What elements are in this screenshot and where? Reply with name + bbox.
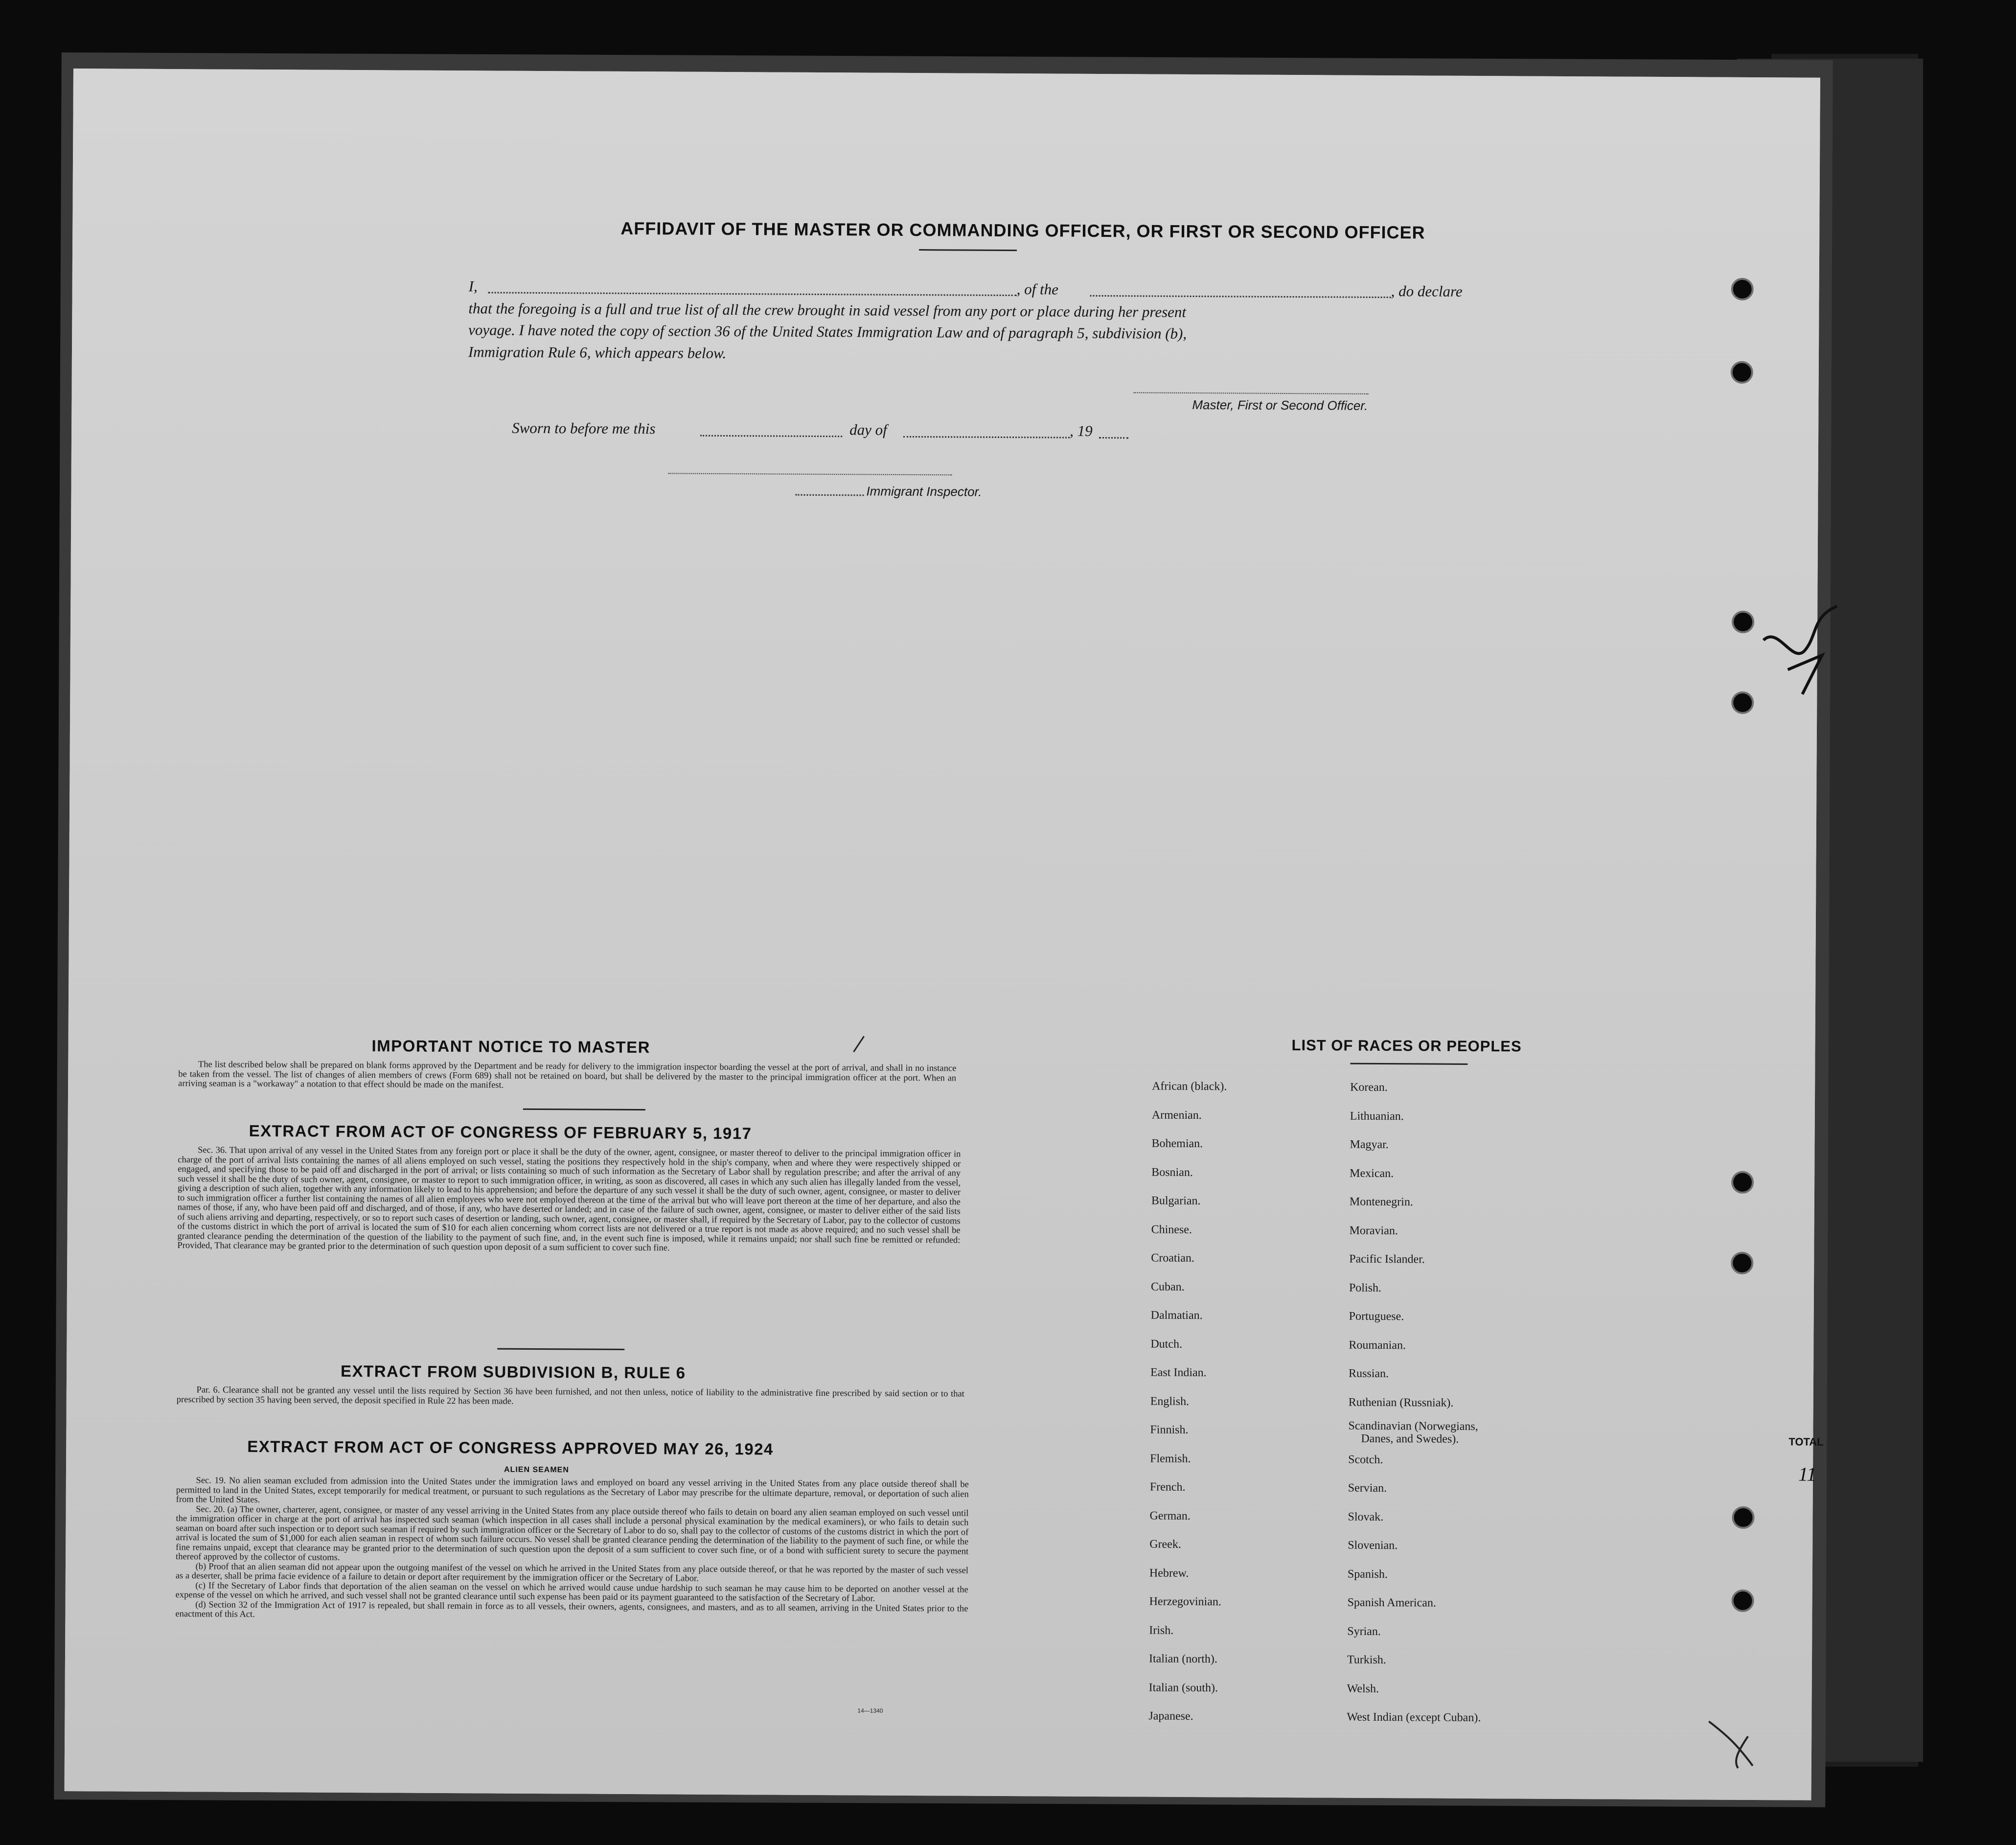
affidavit-i: I, bbox=[468, 277, 478, 295]
section-20a-paragraph: Sec. 20. (a) The owner, charterer, agent, consignee, or master of any vessel arriving in the United States from any place outside thereof who fails to detain on board any alien seaman employed on such vessel until the immigration officer in charge at the port of arrival has inspected such seaman (which inspection in all cases shall include a personal physical examination by the medical examiners), or who fails to detain such seaman on board after such inspection or to deport such seaman if required by such immigration officer or the Secretary of Labor to do so, shall pay to the collector of customs of the customs district in which the port of arrival is located the sum of $1,000 for each alien seaman in respect of whom such failure occurs. No vessel shall be granted clearance pending the determination of the liability to the payment of such fine, or while the fine remains unpaid, except that clearance may be granted prior to the determination of such question upon the deposit of a sum sufficient to cover such fine, or of a bond with sufficient surety to secure the payment thereof approved by the collector of customs. bbox=[176, 1504, 969, 1563]
race-item: Japanese. bbox=[1148, 1709, 1193, 1723]
extract-1917-text bbox=[177, 1146, 961, 1255]
master-signature-label: Master, First or Second Officer. bbox=[1192, 397, 1368, 413]
notice-divider bbox=[523, 1108, 645, 1110]
races-underline bbox=[1350, 1063, 1467, 1065]
inspector-signature-line[interactable] bbox=[668, 473, 952, 475]
affidavit-of-the: , of the bbox=[1016, 280, 1059, 298]
alien-seamen-subtitle: ALIEN SEAMEN bbox=[504, 1465, 569, 1475]
day-of-text: day of bbox=[849, 421, 887, 438]
title-underline bbox=[919, 249, 1017, 251]
race-item: Magyar. bbox=[1350, 1138, 1389, 1152]
race-item: Finnish. bbox=[1150, 1423, 1189, 1436]
race-item: Bohemian. bbox=[1151, 1137, 1203, 1151]
race-item: Italian (south). bbox=[1148, 1681, 1218, 1694]
punch-hole-6 bbox=[1731, 1252, 1753, 1274]
race-item: Lithuanian. bbox=[1350, 1109, 1404, 1123]
affidavit-line-4: Immigration Rule 6, which appears below. bbox=[468, 343, 727, 362]
sworn-month-field[interactable] bbox=[903, 436, 1070, 438]
race-item: Dutch. bbox=[1150, 1338, 1183, 1351]
punch-hole-2 bbox=[1731, 361, 1753, 384]
affidavit-line-3: voyage. I have noted the copy of section 36 of the United States Immigration Law and of paragraph 5, subdivision (b), bbox=[468, 321, 1187, 342]
race-item: Dalmatian. bbox=[1150, 1309, 1203, 1322]
race-item: Portuguese. bbox=[1349, 1310, 1404, 1323]
races-column-2 bbox=[1347, 1081, 1556, 1725]
race-item: Herzegovinian. bbox=[1149, 1595, 1221, 1609]
race-item: German. bbox=[1149, 1509, 1191, 1522]
section-19-paragraph: Sec. 19. No alien seaman excluded from admission into the United States under the immigration laws and employed on board any vessel arriving in the United States from any place outside thereof shall be permitted to land in the United States, except temporarily for medical treatment, or pursuant to such regulations as the Secretary of Labor may prescribe for the ultimate departure, removal, or deportation of such alien from the United States. bbox=[176, 1476, 969, 1505]
sworn-day-field[interactable] bbox=[700, 435, 842, 438]
punch-hole-7 bbox=[1732, 1506, 1754, 1529]
affidavit-title: AFFIDAVIT OF THE MASTER OR COMMANDING OFFICER, OR FIRST OR SECOND OFFICER bbox=[620, 218, 1425, 243]
section-20d-paragraph: (d) Section 32 of the Immigration Act of 1917 is repealed, but shall remain in force as to all vessels, their owners, agents, consignees, and masters, and as to all seamen, arriving in the United States prior to the enactment of this Act. bbox=[175, 1599, 968, 1619]
race-item: Irish. bbox=[1149, 1624, 1174, 1637]
race-item-continuation: Danes, and Swedes). bbox=[1361, 1432, 1459, 1446]
race-item: Bosnian. bbox=[1151, 1166, 1193, 1179]
races-title: LIST OF RACES OR PEOPLES bbox=[1291, 1037, 1522, 1055]
extract-1924-title: EXTRACT FROM ACT OF CONGRESS APPROVED MAY 26, 1924 bbox=[247, 1437, 774, 1458]
master-signature-line[interactable] bbox=[1134, 392, 1369, 394]
race-item: Bulgarian. bbox=[1151, 1194, 1201, 1208]
race-item: Turkish. bbox=[1347, 1653, 1386, 1667]
race-item: Scandinavian (Norwegians, bbox=[1348, 1419, 1478, 1433]
affidavit-line-2: that the foregoing is a full and true list of all the crew brought in said vessel from any port or place during her present bbox=[468, 300, 1187, 321]
total-label: TOTAL bbox=[1788, 1435, 1824, 1448]
race-item: Mexican. bbox=[1350, 1167, 1394, 1180]
handwritten-mark-right bbox=[1758, 596, 1842, 712]
race-item: English. bbox=[1150, 1395, 1190, 1408]
punch-hole-4 bbox=[1731, 692, 1754, 714]
race-item: West Indian (except Cuban). bbox=[1347, 1710, 1481, 1725]
paragraph-6: Par. 6. Clearance shall not be granted any vessel until the lists required by Section 36 have been furnished, and not then unless, notice of liability to the administrative fine prescribed by said section or to that prescribed by section 35 having been served, the deposit specified in Rule 22 has been made. bbox=[176, 1385, 964, 1407]
sworn-text: Sworn to before me this bbox=[512, 419, 656, 438]
punch-hole-1 bbox=[1731, 278, 1754, 300]
race-item: Korean. bbox=[1350, 1081, 1388, 1094]
race-item: Moravian. bbox=[1349, 1224, 1398, 1237]
sworn-year-field[interactable] bbox=[1099, 437, 1128, 438]
extract-1917-divider bbox=[497, 1348, 624, 1350]
inspector-prefix-field bbox=[795, 494, 864, 496]
race-item: Syrian. bbox=[1347, 1625, 1381, 1638]
section-36-paragraph: Sec. 36. That upon arrival of any vessel in the United States from any foreign port or place it shall be the duty of the owner, agent, consignee, or master thereof to deliver to the principal immigration officer in charge of the port of arrival lists containing the names of all aliens employed on such vessel, stating the positions they respectively hold in the ship's company, when and where they were respectively shipped or engaged, and specifying those to be paid off and discharged in the port of arrival; or lists containing so much of such information as the Secretary of Labor shall by regulation prescribe; and after the arrival of any such vessel it shall be the duty of such owner, agent, consignee, or master to report to such immigration officer, in writing, as soon as discovered, all cases in which any such alien has illegally landed from the vessel, giving a description of such alien, together with any information likely to lead to his apprehension; and before the departure of any such vessel it shall be the duty of such owner, agent, consignee, or master to deliver to such immigration officer a further list containing the names of all alien employees who were not employed thereon at the time of the arrival but who will leave port thereon at the time of her departure, and also the names of those, if any, who have been paid off and discharged, and of those, if any, who have deserted or landed; and in case of the failure of such owner, agent, consignee, or master to deliver either of the said lists of such aliens arriving and departing, respectively, or so to report such cases of desertion or landing, such owner, agent, consignee, or master shall, if required by the Secretary of Labor, pay to the collector of customs of the customs district in which the port of arrival is located the sum of $10 for each alien concerning whom correct lists are not delivered or a true report is not made as above required; and no such vessel shall be granted clearance pending the determination of the question of the liability to the payment of such fine, and, in the event such fine is imposed, while it remains unpaid; nor shall such fine be remitted or refunded: Provided, That clearance may be granted prior to the determination of such question upon deposit of a sum sufficient to cover such fine. bbox=[177, 1145, 961, 1253]
race-item: Slovak. bbox=[1348, 1510, 1384, 1523]
extract-rule6-title: EXTRACT FROM SUBDIVISION B, RULE 6 bbox=[340, 1361, 686, 1382]
races-column-1 bbox=[1148, 1080, 1357, 1723]
extract-rule6-text bbox=[177, 1385, 964, 1408]
section-20b-paragraph: (b) Proof that an alien seaman did not appear upon the outgoing manifest of the vessel on which he arrived in the United States from any place outside thereof, or that he was reported by the master of such vessel as a deserter, shall be prima facie evidence of a failure to detain or deport after requirement by the immigration officer or the Secretary of Labor. bbox=[175, 1561, 969, 1584]
race-item: Armenian. bbox=[1151, 1108, 1202, 1122]
race-item: Spanish. bbox=[1347, 1568, 1388, 1581]
race-item: East Indian. bbox=[1150, 1366, 1207, 1380]
race-item: Montenegrin. bbox=[1349, 1195, 1413, 1209]
race-item: Servian. bbox=[1348, 1481, 1387, 1495]
race-item: Slovenian. bbox=[1348, 1539, 1398, 1552]
year-text: , 19 bbox=[1070, 422, 1093, 439]
form-code: 14—1340 bbox=[857, 1707, 883, 1714]
race-item: Scotch. bbox=[1348, 1453, 1383, 1466]
race-item: Cuban. bbox=[1150, 1280, 1185, 1293]
race-item: Ruthenian (Russniak). bbox=[1348, 1396, 1454, 1409]
race-item: African (black). bbox=[1152, 1080, 1227, 1093]
race-item: Chinese. bbox=[1151, 1223, 1192, 1236]
notice-paragraph: The list described below shall be prepared on blank forms approved by the Department and be ready for delivery to the immigration inspector boarding the vessel at the port of arrival, and shall in no instance be taken from the vessel. The list of changes of alien members of crews (Form 689) shall not be retained on board, but shall be delivered by the master to the principal immigration officer at the port. When an arriving seaman is a "workaway" a notation to that effect should be made on the manifest. bbox=[178, 1060, 957, 1090]
race-item: Italian (north). bbox=[1148, 1652, 1218, 1666]
race-item: Croatian. bbox=[1151, 1251, 1195, 1265]
vessel-field[interactable] bbox=[1090, 295, 1391, 298]
handwritten-mark-bottom bbox=[1704, 1711, 1763, 1773]
race-item: Roumanian. bbox=[1349, 1338, 1406, 1352]
notice-title: IMPORTANT NOTICE TO MASTER bbox=[371, 1037, 651, 1057]
section-20c-paragraph: (c) If the Secretary of Labor finds that deportation of the alien seaman on the vessel on which he arrived would cause undue hardship to such seaman he may cause him to be deported on another vessel at the expense of the vessel on which he arrived, and such vessel shall not be granted clearance until such expense has been paid or its payment guaranteed to the satisfaction of the Secretary of Labor. bbox=[175, 1580, 968, 1604]
punch-hole-3 bbox=[1732, 611, 1754, 633]
race-item: French. bbox=[1149, 1480, 1186, 1494]
inspector-label: Immigrant Inspector. bbox=[866, 484, 982, 499]
race-item: Greek. bbox=[1149, 1538, 1181, 1551]
race-item: Welsh. bbox=[1347, 1682, 1379, 1695]
race-item: Hebrew. bbox=[1149, 1567, 1189, 1580]
punch-hole-8 bbox=[1732, 1590, 1754, 1612]
punch-hole-5 bbox=[1731, 1171, 1754, 1194]
pen-tick-mark bbox=[851, 1034, 866, 1056]
notice-text bbox=[178, 1060, 956, 1093]
extract-1917-title: EXTRACT FROM ACT OF CONGRESS OF FEBRUARY 5, 1917 bbox=[249, 1121, 752, 1143]
total-value: 11 bbox=[1798, 1463, 1817, 1485]
race-item: Russian. bbox=[1349, 1367, 1389, 1381]
name-field[interactable] bbox=[488, 292, 1017, 296]
manifest-page bbox=[65, 69, 1824, 1800]
affidavit-declare: , do declare bbox=[1391, 282, 1463, 300]
extract-1924-text bbox=[175, 1476, 969, 1623]
race-item: Flemish. bbox=[1150, 1452, 1191, 1465]
race-item: Spanish American. bbox=[1347, 1596, 1437, 1610]
race-item: Pacific Islander. bbox=[1349, 1252, 1425, 1266]
race-item: Polish. bbox=[1349, 1281, 1382, 1294]
